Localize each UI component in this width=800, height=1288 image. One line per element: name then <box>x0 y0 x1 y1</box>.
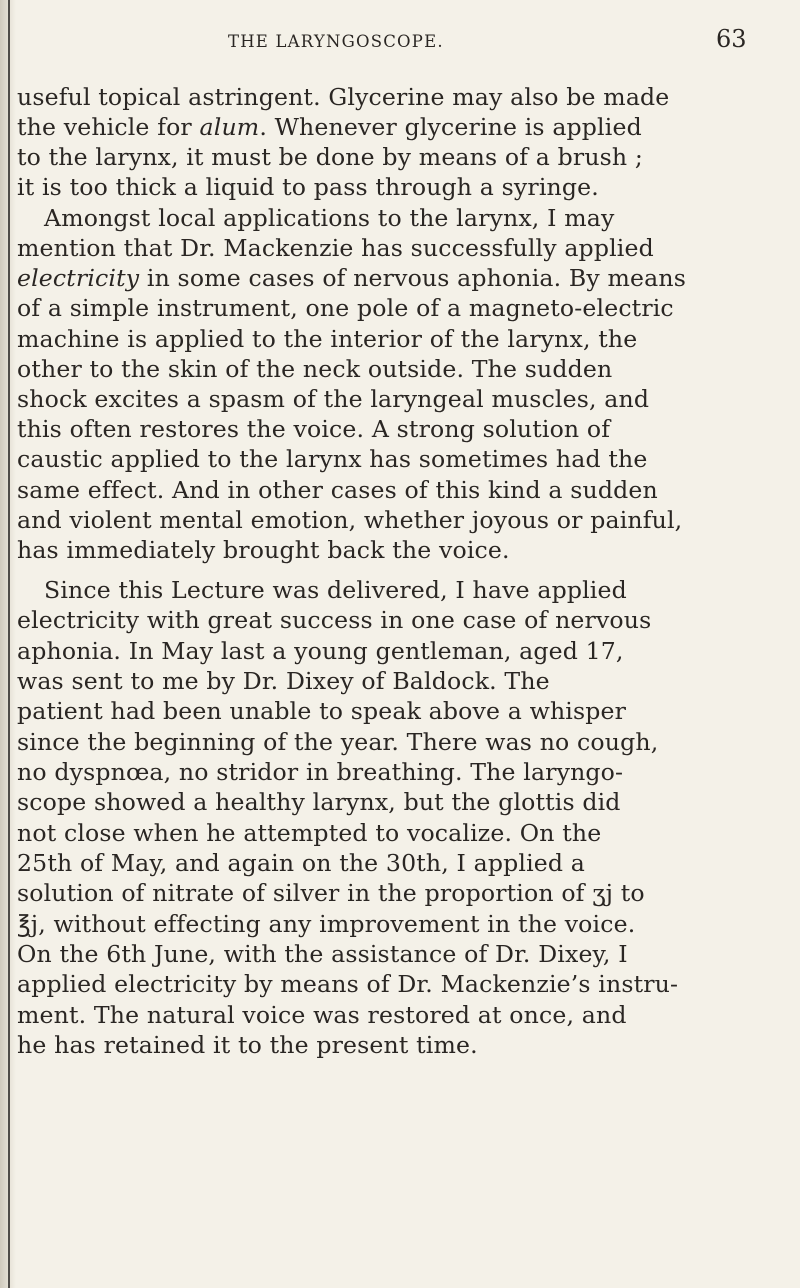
italic-term: electricity <box>17 264 140 292</box>
text-line: it is too thick a liquid to pass through a syringe. <box>17 173 599 201</box>
text-line: this often restores the voice. A strong solution of <box>17 415 611 443</box>
text-line: applied electricity by means of Dr. Mackenzie’s instru- <box>17 970 679 998</box>
text-line: and violent mental emotion, whether joyous or painful, <box>17 506 683 534</box>
text-fragment: the vehicle for <box>17 113 192 141</box>
text-line: Since this Lecture was delivered, I have applied <box>44 576 627 604</box>
text-line <box>17 263 686 293</box>
page-binding-line <box>8 0 10 1288</box>
text-line: same effect. And in other cases of this kind a sudden <box>17 476 658 504</box>
text-line: since the beginning of the year. There was no cough, <box>17 728 659 756</box>
text-line: patient had been unable to speak above a whisper <box>17 697 627 725</box>
text-line: useful topical astringent. Glycerine may also be made <box>17 83 670 111</box>
text-line: was sent to me by Dr. Dixey of Baldock. The <box>17 667 550 695</box>
text-line: ment. The natural voice was restored at once, and <box>17 1001 627 1029</box>
text-line: scope showed a healthy larynx, but the glottis did <box>17 788 621 816</box>
text-line: On the 6th June, with the assistance of Dr. Dixey, I <box>17 940 628 968</box>
text-line: machine is applied to the interior of the larynx, the <box>17 325 638 353</box>
text-line: aphonia. In May last a young gentleman, aged 17, <box>17 637 624 665</box>
text-fragment: in some cases of nervous aphonia. By means <box>139 264 686 292</box>
text-line: caustic applied to the larynx has sometimes had the <box>17 445 648 473</box>
text-line: other to the skin of the neck outside. The sudden <box>17 355 613 383</box>
text-line: to the larynx, it must be done by means of a brush ; <box>17 143 644 171</box>
text-line: of a simple instrument, one pole of a magneto-electric <box>17 294 674 322</box>
text-line: has immediately brought back the voice. <box>17 536 510 564</box>
text-line: solution of nitrate of silver in the proportion of ʒj to <box>17 879 645 907</box>
text-fragment: . Whenever glycerine is applied <box>259 113 642 141</box>
text-line <box>17 112 642 142</box>
text-line: ℥j, without effecting any improvement in the voice. <box>17 910 636 938</box>
running-header: THE LARYNGOSCOPE. <box>228 32 444 51</box>
page-number: 63 <box>716 25 747 53</box>
text-line: no dyspnœa, no stridor in breathing. The laryngo- <box>17 758 624 786</box>
italic-term: alum <box>199 113 260 141</box>
text-line: he has retained it to the present time. <box>17 1031 478 1059</box>
text-line: shock excites a spasm of the laryngeal muscles, and <box>17 385 650 413</box>
text-line: 25th of May, and again on the 30th, I applied a <box>17 849 585 877</box>
text-line: electricity with great success in one case of nervous <box>17 606 652 634</box>
text-line: mention that Dr. Mackenzie has successfully applied <box>17 234 654 262</box>
text-line: not close when he attempted to vocalize. On the <box>17 819 602 847</box>
text-line: Amongst local applications to the larynx, I may <box>44 204 615 232</box>
